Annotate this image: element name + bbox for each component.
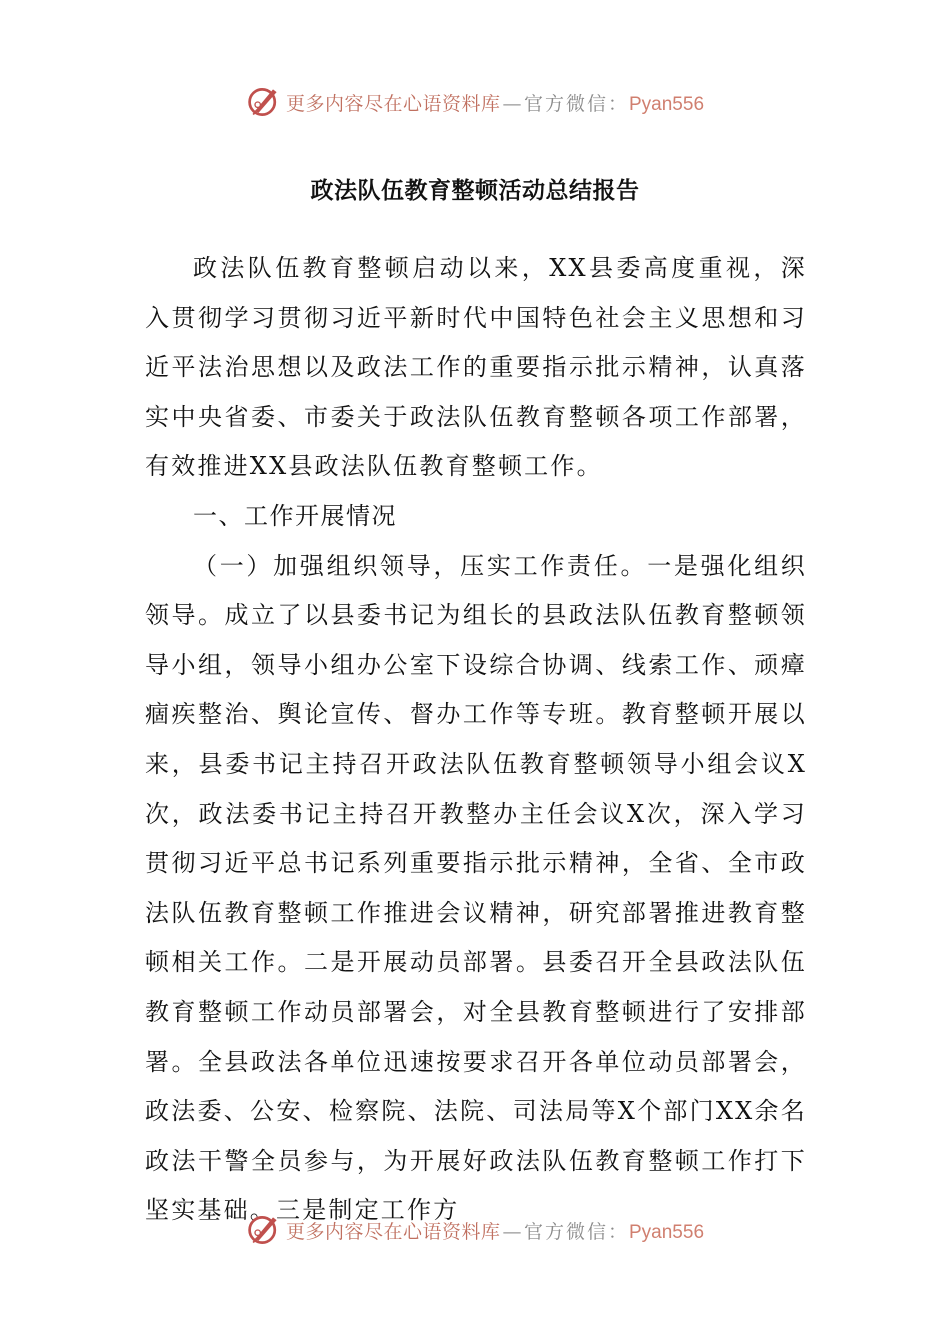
watermark-wechat-id: Pyan556 [629,1221,705,1243]
section-heading: 一、工作开展情况 [193,501,397,530]
watermark-banner-top [0,78,950,126]
quill-pen-seal-icon [246,84,282,120]
watermark-text [286,89,704,116]
watermark-text [286,1217,704,1244]
quill-pen-seal-icon [246,1212,282,1248]
watermark-banner-bottom [0,1206,950,1254]
document-body [145,244,807,1236]
watermark-site-text: 更多内容尽在心语资料库 [285,92,501,115]
watermark-site-text: 更多内容尽在心语资料库 [285,1220,501,1243]
watermark-separator: — [502,1220,522,1243]
watermark-wechat-label: 官方微信： [523,92,629,115]
watermark-separator: — [502,92,522,115]
intro-paragraph: 政法队伍教育整顿启动以来，XX县委高度重视，深入贯彻学习贯彻习近平新时代中国特色社会主义思想和习近平法治思想以及政法工作的重要指示批示精神，认真落实中央省委、市委关于政法队伍教育整顿各项工作部署，有效推进XX县政法队伍教育整顿工作。 [145,254,807,481]
watermark-wechat-label: 官方微信： [523,1220,629,1243]
document-title: 政法队伍教育整顿活动总结报告 [310,178,640,204]
section-paragraph: （一）加强组织领导，压实工作责任。一是强化组织领导。成立了以县委书记为组长的县政法队伍教育整顿领导小组，领导小组办公室下设综合协调、线索工作、顽瘴痼疾整治、舆论宣传、督办工作等专班。教育整顿开展以来，县委书记主持召开政法队伍教育整顿领导小组会议X次，政法委书记主持召开教整办主任会议X次，深入学习贯彻习近平总书记系列重要指示批示精神，全省、全市政法队伍教育整顿工作推进会议精神，研究部署推进教育整顿相关工作。二是开展动员部署。县委召开全县政法队伍教育整顿工作动员部署会，对全县教育整顿进行了安排部署。全县政法各单位迅速按要求召开各单位动员部署会，政法委、公安、检察院、法院、司法局等X个部门XX余名政法干警全员参与，为开展好政法队伍教育整顿工作打下坚实基础。三是制定工作方 [145,551,807,1225]
watermark-wechat-id: Pyan556 [629,93,705,115]
